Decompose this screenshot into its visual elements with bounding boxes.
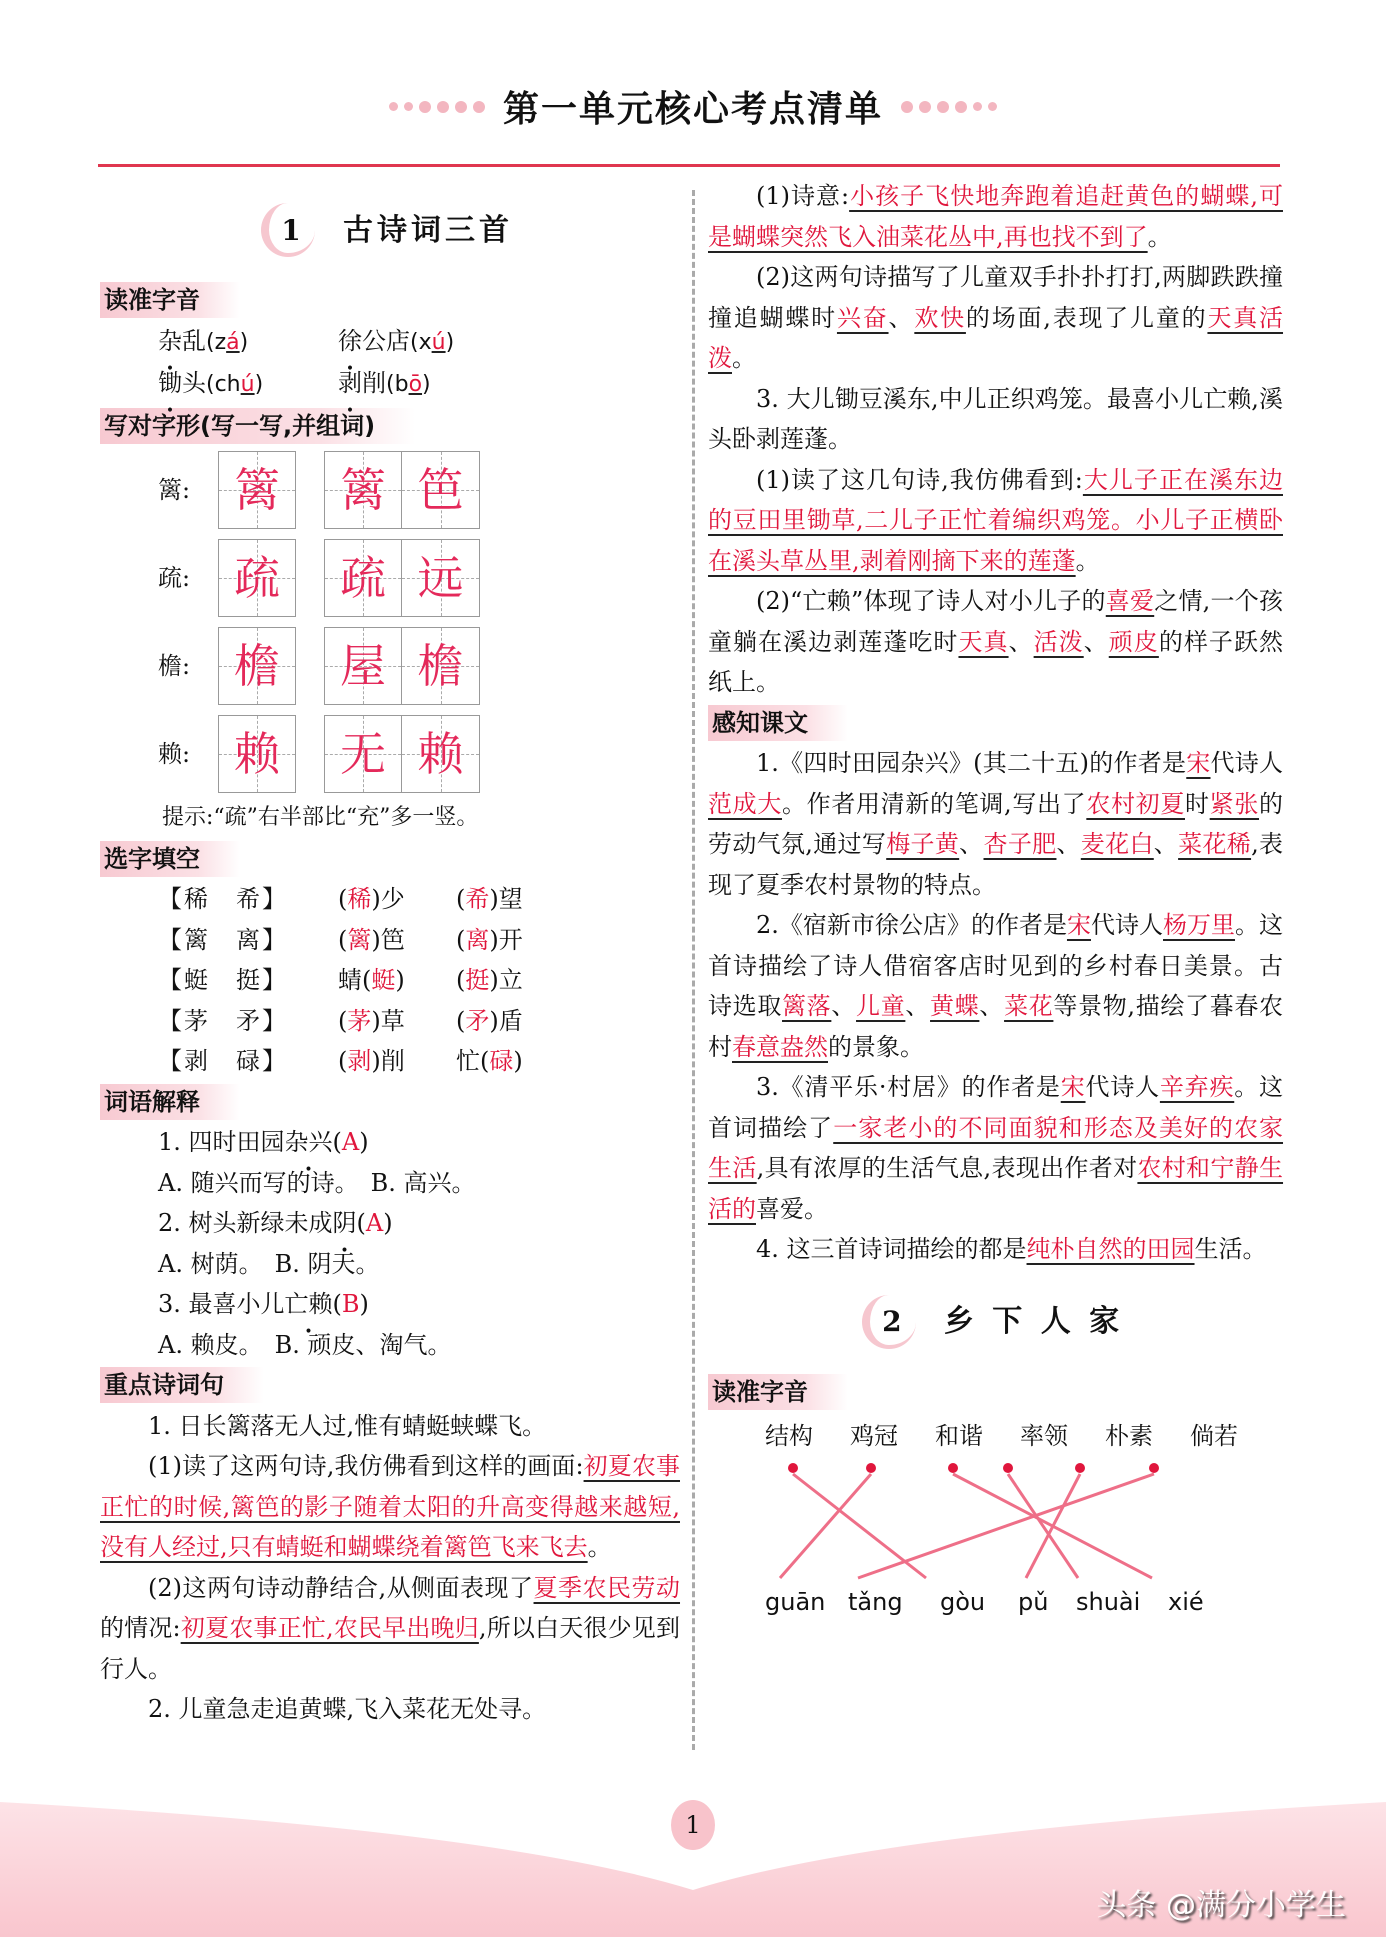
- perceive-paragraph: 3.《清平乐·村居》的作者是宋代诗人辛弃疾。这首词描绘了一家老小的不同面貌和形态及美好的农家生活,具有浓厚的生活气息,表现出作者对农村和宁静生活的喜爱。: [708, 1073, 1284, 1223]
- writing-cell: 疏: [324, 539, 402, 617]
- answer-paragraph: (2)这两句诗描写了儿童双手扑扑打打,两脚跌跌撞撞追蝴蝶时兴奋、欢快的场面,表现了儿童的天真活泼。: [708, 263, 1284, 372]
- fill-row: 【篱 离】 (篱)笆 (离)开: [158, 925, 523, 954]
- perceive-paragraph: 4. 这三首诗词描绘的都是纯朴自然的田园生活。: [756, 1235, 1267, 1263]
- writing-cell: 远: [402, 539, 480, 617]
- vocab-options: A. 赖皮。 B. 顽皮、淘气。: [158, 1330, 452, 1359]
- writing-cell: 笆: [402, 451, 480, 529]
- watermark: 头条 @满分小学生: [1096, 1888, 1346, 1923]
- match-pinyin: tǎng: [848, 1588, 903, 1616]
- match-pinyin: xié: [1168, 1588, 1204, 1616]
- section-heading: 重点诗词句: [100, 1367, 264, 1403]
- vocab-options: A. 随兴而写的诗。 B. 高兴。: [158, 1168, 476, 1197]
- lesson-number-badge: 2: [868, 1299, 916, 1347]
- lesson-number-badge: 1: [267, 207, 315, 255]
- vocab-question: 2. 树头新绿未成阴(A): [158, 1209, 393, 1237]
- writing-cell: 赖: [218, 715, 296, 793]
- fill-blank-list: [100, 879, 680, 1082]
- writing-cell: 无: [324, 715, 402, 793]
- writing-cell: 疏: [218, 539, 296, 617]
- page-number: 1: [671, 1800, 715, 1850]
- decorative-dots-icon: [389, 101, 485, 113]
- page-header: [0, 78, 1386, 132]
- answer-paragraph: (1)读了这两句诗,我仿佛看到这样的画面:初夏农事正忙的时候,篱笆的影子随着太阳的升高变得越来越短,没有人经过,只有蜻蜓和蝴蝶绕着篱笆飞来飞去。: [100, 1452, 680, 1561]
- answer-paragraph: (2)这两句诗动静结合,从侧面表现了夏季农民劳动的情况:初夏农事正忙,农民早出晚归,所以白天很少见到行人。: [100, 1573, 681, 1683]
- poem-line: 1. 日长篱落无人过,惟有蜻蜓蛱蝶飞。: [148, 1411, 547, 1440]
- lesson-title: 古诗词三首: [343, 212, 513, 248]
- section-heading: 读准字音: [100, 282, 240, 318]
- key-lines: [100, 1406, 680, 1730]
- match-word: 和谐: [935, 1422, 983, 1450]
- match-word: 倘若: [1190, 1422, 1238, 1450]
- section-heading: 写对字形(写一写,并组词): [100, 408, 415, 444]
- vocab-question: 3. 最喜小儿亡赖(B): [158, 1290, 369, 1318]
- pronounce-item: 锄头(chú): [158, 369, 264, 397]
- writing-cell: 赖: [402, 715, 480, 793]
- match-pinyin: pǔ: [1018, 1588, 1049, 1616]
- char-row: 赖: 赖 无 赖: [100, 710, 680, 798]
- match-word: 结构: [765, 1422, 813, 1450]
- right-column: [708, 176, 1283, 1626]
- perceive-paragraph: 1.《四时田园杂兴》(其二十五)的作者是宋代诗人范成大。作者用清新的笔调,写出了农村初夏时紧张的劳动气氛,通过写梅子黄、杏子肥、麦花白、菜花稀,表现了夏季农村景物的特点。: [708, 749, 1284, 899]
- fill-row: 【剥 碌】 (剥)削 忙(碌): [158, 1047, 523, 1075]
- char-row: 疏: 疏 疏 远: [100, 534, 680, 622]
- poem-line: 2. 儿童急走追黄蝶,飞入菜花无处寻。: [148, 1695, 547, 1723]
- header-rule: [98, 164, 1280, 167]
- answer-paragraph: (2)“亡赖”体现了诗人对小儿子的喜爱之情,一个孩童躺在溪边剥莲蓬吃时天真、活泼、顽皮的样子跃然纸上。: [708, 587, 1284, 696]
- section-heading: 选字填空: [100, 841, 240, 877]
- writing-cell: 檐: [218, 627, 296, 705]
- section-heading: 感知课文: [708, 705, 848, 741]
- left-column: [100, 190, 680, 1730]
- answer-paragraph: (1)诗意:小孩子飞快地奔跑着追赶黄色的蝴蝶,可是蝴蝶突然飞入油菜花丛中,再也找不到了。: [708, 182, 1283, 251]
- tip-text: 提示:“疏”右半部比“充”多一竖。: [162, 805, 479, 830]
- match-pinyin: gòu: [940, 1588, 986, 1616]
- page-title: 第一单元核心考点清单: [502, 88, 883, 130]
- match-word: 朴素: [1105, 1422, 1153, 1450]
- fill-row: 【稀 希】 (稀)少 (希)望: [158, 885, 523, 913]
- pinyin-matching-exercise: [708, 1416, 1283, 1626]
- fill-row: 【茅 矛】 (茅)草 (矛)盾: [158, 1006, 523, 1035]
- writing-cell: 屋: [324, 627, 402, 705]
- section-heading: 读准字音: [708, 1374, 848, 1410]
- lesson-heading: [100, 196, 680, 266]
- match-word: 率领: [1020, 1422, 1068, 1450]
- pronounce-item: 杂乱(zá): [158, 326, 249, 355]
- vocab-options: A. 树荫。 B. 阴天。: [158, 1249, 380, 1278]
- pronounce-item: 徐公店(xú): [338, 326, 455, 355]
- answer-paragraph: (1)读了这几句诗,我仿佛看到:大儿子正在溪东边的豆田里锄草,二儿子正忙着编织鸡笼。小儿子正横卧在溪头草丛里,剥着刚摘下来的莲蓬。: [708, 465, 1283, 575]
- vocab-question: 1. 四时田园杂兴(A): [158, 1128, 369, 1156]
- poem-line: 3. 大儿锄豆溪东,中儿正织鸡笼。最喜小儿亡赖,溪头卧剥莲蓬。: [708, 384, 1283, 453]
- section-heading: 词语解释: [100, 1084, 240, 1120]
- writing-cell: 檐: [402, 627, 480, 705]
- vocab-list: [100, 1122, 680, 1365]
- writing-cell: 篱: [218, 451, 296, 529]
- lesson-title: 乡 下 人 家: [943, 1304, 1124, 1340]
- match-pinyin: shuài: [1076, 1588, 1141, 1616]
- char-row: 檐: 檐 屋 檐: [100, 622, 680, 710]
- pronounce-list: [100, 321, 680, 406]
- perceive-paragraph: 2.《宿新市徐公店》的作者是宋代诗人杨万里。这首诗描绘了诗人借宿客店时见到的乡村春日美景。古诗选取篱落、儿童、黄蝶、菜花等景物,描绘了暮春农村春意盎然的景象。: [708, 911, 1284, 1061]
- column-divider: [692, 190, 695, 1750]
- lesson-heading: [708, 1288, 1283, 1358]
- match-word: 鸡冠: [850, 1422, 898, 1450]
- writing-cell: 篱: [324, 451, 402, 529]
- decorative-dots-icon: [901, 101, 997, 113]
- char-writing-grid: [100, 446, 680, 798]
- char-row: 篱: 篱 篱 笆: [100, 446, 680, 534]
- pronounce-item: 剥削(bō): [338, 369, 431, 397]
- match-pinyin: guān: [765, 1588, 826, 1616]
- fill-row: 【蜓 挺】 蜻(蜓) (挺)立: [158, 966, 523, 994]
